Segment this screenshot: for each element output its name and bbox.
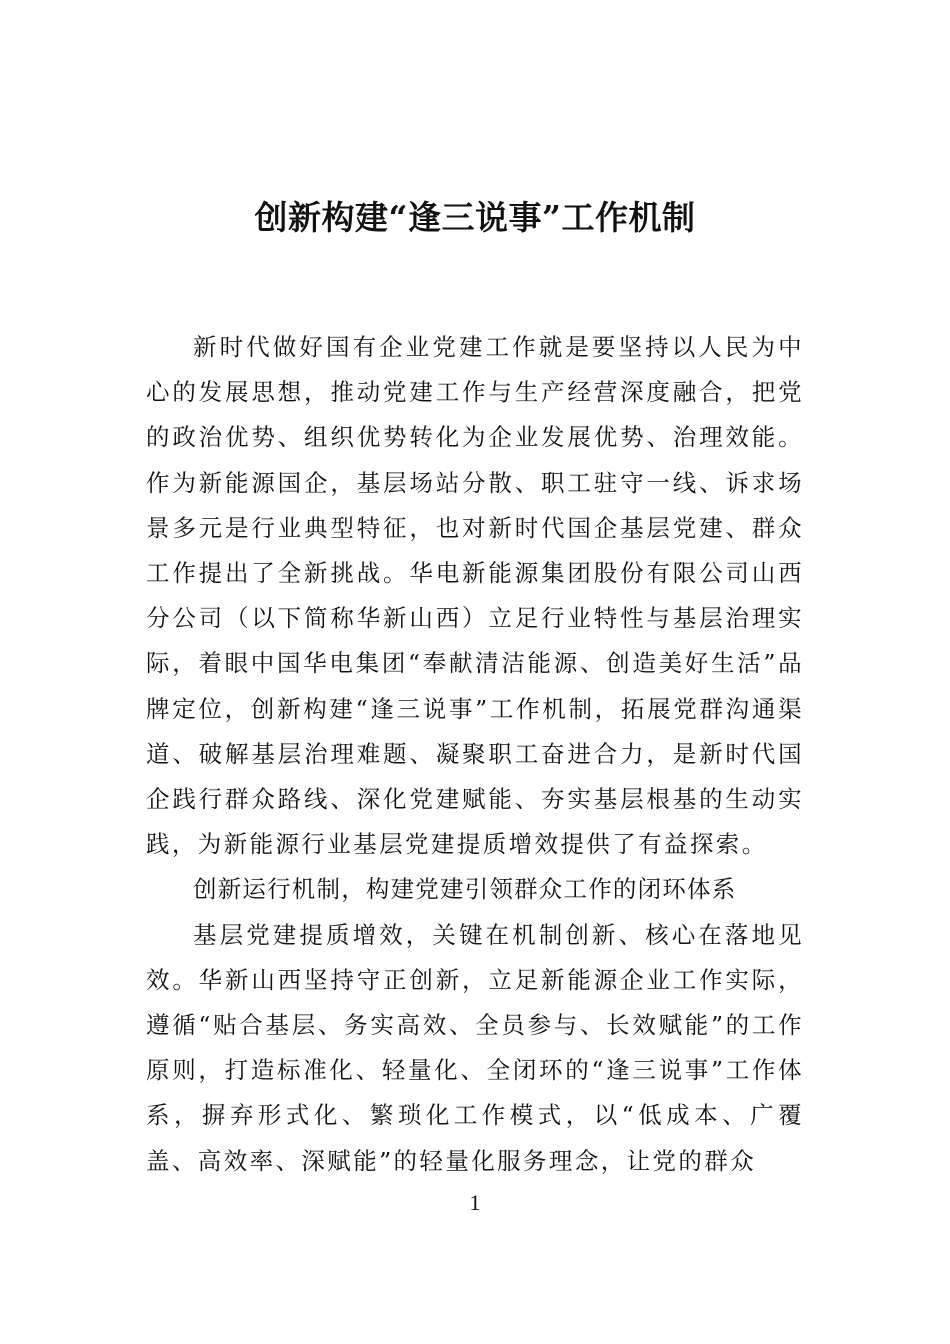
paragraph-intro: 新时代做好国有企业党建工作就是要坚持以人民为中心的发展思想，推动党建工作与生产经营深度融合，把党的政治优势、组织优势转化为企业发展优势、治理效能。作为新能源国企，基层场站分散、职工驻守一线、诉求场景多元是行业典型特征，也对新时代国企基层党建、群众工作提出了全新挑战。华电新能源集团股份有限公司山西分公司（以下简称华新山西）立足行业特性与基层治理实际，着眼中国华电集团“奉献清洁能源、创造美好生活”品牌定位，创新构建“逢三说事”工作机制，拓展党群沟通渠道、破解基层治理难题、凝聚职工奋进合力，是新时代国企践行群众路线、深化党建赋能、夯实基层根基的生动实践，为新能源行业基层党建提质增效提供了有益探索。 [146,333,804,859]
document-body [146,325,804,1184]
page-number: 1 [469,1190,481,1215]
paragraph-body: 基层党建提质增效，关键在机制创新、核心在落地见效。华新山西坚持守正创新，立足新能源企业工作实际，遵循“贴合基层、务实高效、全员参与、长效赋能”的工作原则，打造标准化、轻量化、全闭环的“逢三说事”工作体系，摒弃形式化、繁琐化工作模式，以“低成本、广覆盖、高效率、深赋能”的轻量化服务理念，让党的群众 [146,920,804,1175]
section-heading: 创新运行机制，构建党建引领群众工作的闭环体系 [193,875,737,904]
document-title: 创新构建“逢三说事”工作机制 [254,198,696,237]
